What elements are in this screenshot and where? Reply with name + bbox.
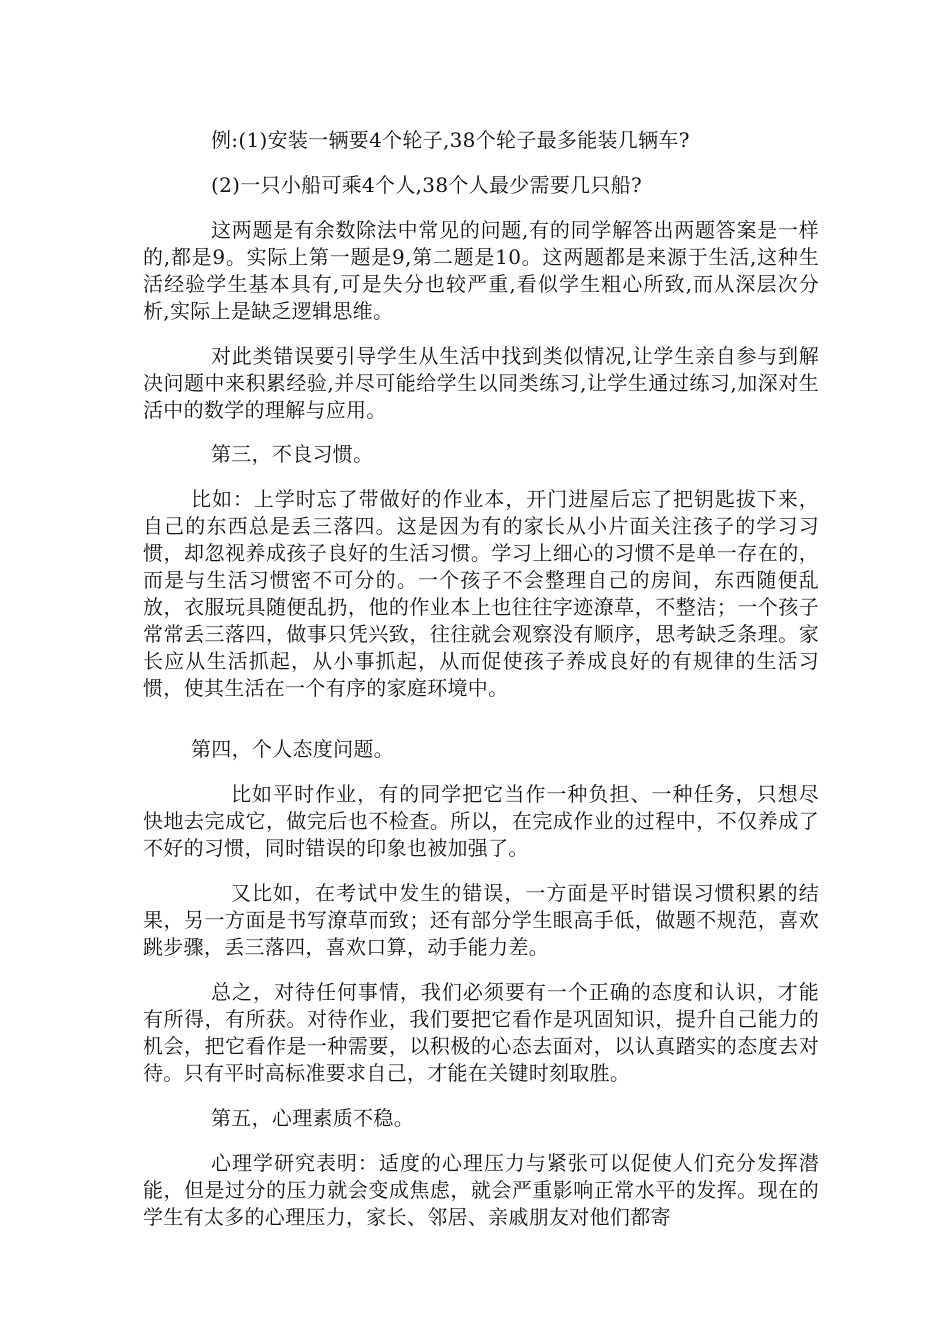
paragraph-habits-example: 比如：上学时忘了带做好的作业本，开门进屋后忘了把钥匙拔下来，自己的东西总是丢三落四。这是因为有的家长从小片面关注孩子的学习习惯，却忽视养成孩子良好的生活习惯。学习上细心的习惯不是单一存在的，而是与生活习惯密不可分的。一个孩子不会整理自己的房间，东西随便乱放，衣服玩具随便乱扔，他的作业本上也往往字迹潦草，不整洁；一个孩子常常丢三落四，做事只凭兴致，往往就会观察没有顺序，思考缺乏条理。家长应从生活抓起，从小事抓起，从而促使孩子养成良好的有规律的生活习惯，使其生活在一个有序的家庭环境中。 (143, 487, 819, 700)
paragraph-remainder-analysis: 这两题是有余数除法中常见的问题,有的同学解答出两题答案是一样的,都是9。实际上第一题是9,第二题是10。这两题都是来源于生活,这种生活经验学生基本具有,可是失分也较严重,看似学生粗心所致,而从深层次分析,实际上是缺乏逻辑思维。 (143, 218, 819, 323)
heading-fifth-psychology: 第五，心理素质不稳。 (211, 1106, 414, 1130)
paragraph-attitude-exam: 又比如，在考试中发生的错误，一方面是平时错误习惯积累的结果，另一方面是书写潦草而致；还有部分学生眼高手低，做题不规范，喜欢跳步骤，丢三落四，喜欢口算，动手能力差。 (143, 881, 819, 959)
paragraph-guidance: 对此类错误要引导学生从生活中找到类似情况,让学生亲自参与到解决问题中来积累经验,并尽可能给学生以同类练习,让学生通过练习,加深对生活中的数学的理解与应用。 (143, 344, 819, 422)
heading-third-bad-habits: 第三，不良习惯。 (211, 442, 374, 466)
paragraph-psychology: 心理学研究表明：适度的心理压力与紧张可以促使人们充分发挥潜能，但是过分的压力就会变成焦虑，就会严重影响正常水平的发挥。现在的学生有太多的心理压力，家长、邻居、亲戚朋友对他们都寄 (143, 1151, 819, 1229)
example-question-1: 例:(1)安装一辆要4个轮子,38个轮子最多能装几辆车? (211, 128, 690, 152)
heading-fourth-attitude: 第四，个人态度问题。 (191, 737, 394, 761)
example-question-2: (2)一只小船可乘4个人,38个人最少需要几只船? (211, 173, 643, 197)
paragraph-conclusion: 总之，对待任何事情，我们必须要有一个正确的态度和认识，才能有所得，有所获。对待作业，我们要把它看作是巩固知识，提升自己能力的机会，把它看作是一种需要，以积极的心态去面对，以认真踏实的态度去对待。只有平时高标准要求自己，才能在关键时刻取胜。 (143, 980, 819, 1085)
paragraph-attitude-homework: 比如平时作业，有的同学把它当作一种负担、一种任务，只想尽快地去完成它，做完后也不检查。所以，在完成作业的过程中，不仅养成了不好的习惯，同时错误的印象也被加强了。 (143, 782, 819, 860)
